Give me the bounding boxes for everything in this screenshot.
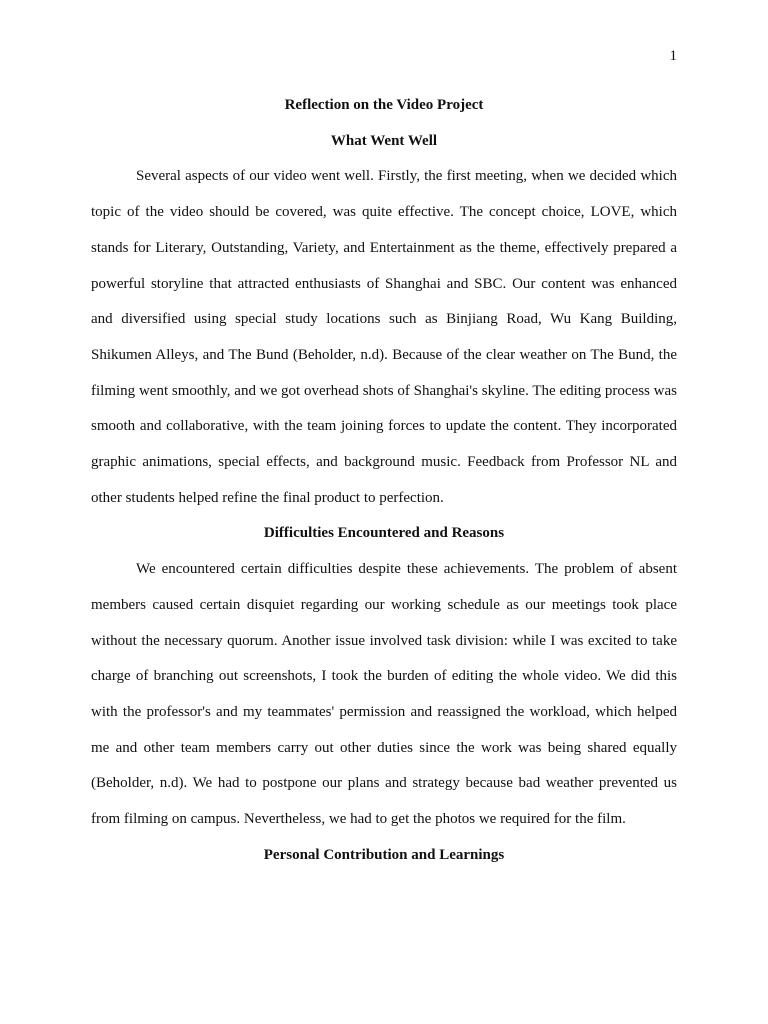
section-heading-difficulties: Difficulties Encountered and Reasons [263, 525, 505, 542]
page-number: 1 [669, 48, 677, 64]
section-heading-what-went-well: What Went Well [330, 132, 438, 149]
paragraph-difficulties: We encountered certain difficulties despite these achievements. The problem of absent members caused certain disquiet regarding our working schedule as our meetings took place without the necessary quorum. Another issue involved task division: while I was excited to take charge of branching out screenshots, I took the burden of editing the whole video. We did this with the professor's and my teammates' permission and reassigned the workload, which helped me and other team members carry out other duties since the work was being shared equally (Beholder, n.d). We had to postpone our plans and strategy because bad weather prevented us from filming on campus. Nevertheless, we had to get the photos we required for the film. [91, 561, 677, 828]
document-body [91, 88, 677, 873]
section-heading-personal-contribution: Personal Contribution and Learnings [263, 846, 505, 863]
paragraph-what-went-well: Several aspects of our video went well. Firstly, the first meeting, when we decided which topic of the video should be covered, was quite effective. The concept choice, LOVE, which stands for Literary, Outstanding, Variety, and Entertainment as the theme, effectively prepared a powerful storyline that attracted enthusiasts of Shanghai and SBC. Our content was enhanced and diversified using special study locations such as Binjiang Road, Wu Kang Building, Shikumen Alleys, and The Bund (Beholder, n.d). Because of the clear weather on The Bund, the filming went smoothly, and we got overhead shots of Shanghai's skyline. The editing process was smooth and collaborative, with the team joining forces to update the content. They incorporated graphic animations, special effects, and background music. Feedback from Professor NL and other students helped refine the final product to perfection. [91, 168, 677, 506]
document-title: Reflection on the Video Project [284, 97, 484, 113]
